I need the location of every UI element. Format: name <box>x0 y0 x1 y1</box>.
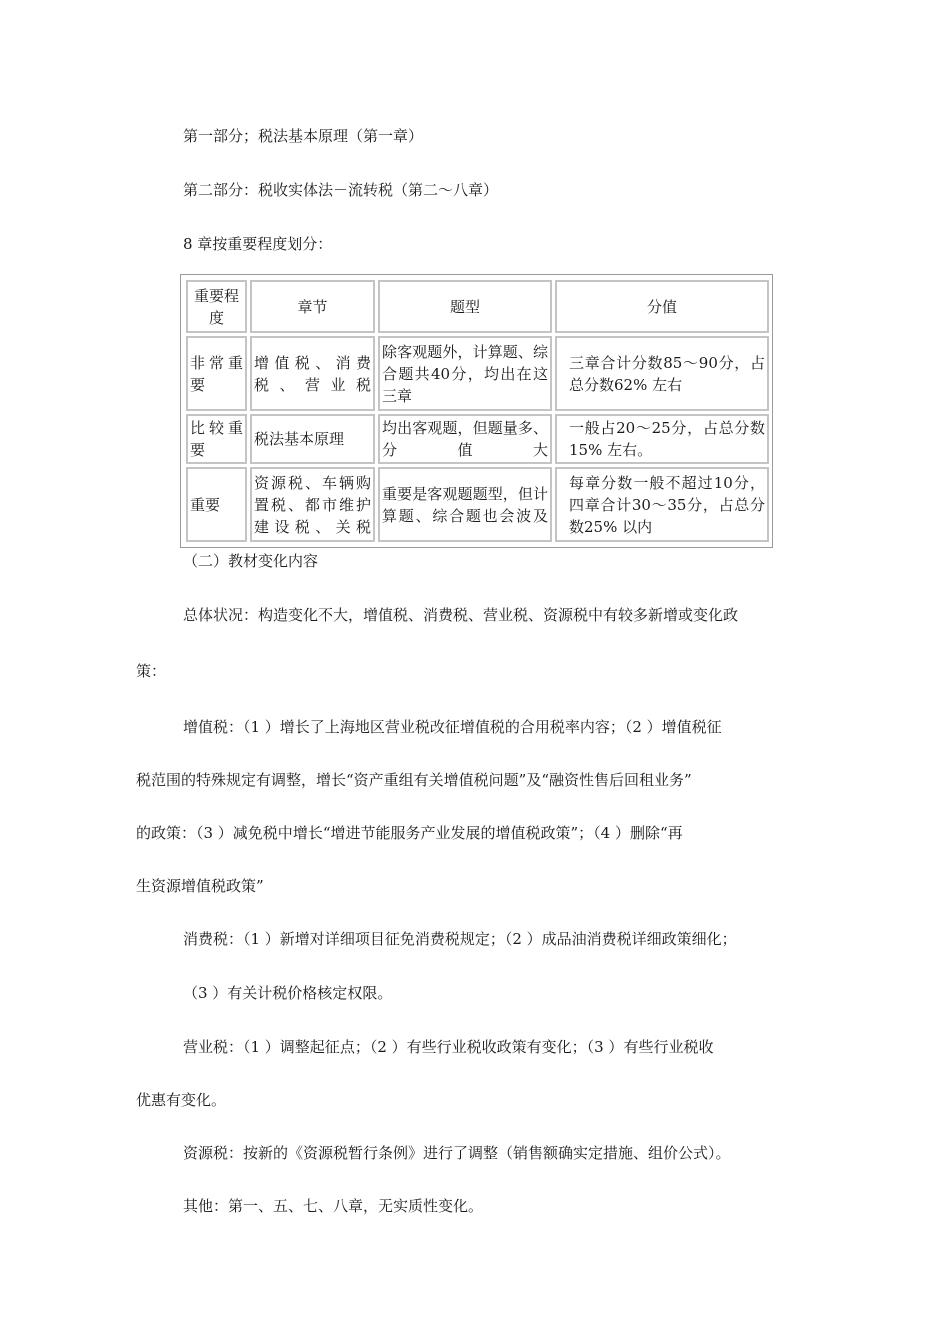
table-header-row <box>186 280 769 333</box>
business-line1: 营业税：（1 ）调整起征点；（2 ）有些行业税收政策有变化；（3 ）有些行业税收 <box>183 1038 714 1056</box>
overview-line1: 总体状况：构造变化不大，增值税、消费税、营业税、资源税中有较多新增或变化政 <box>183 606 739 624</box>
cell-level: 比较重要 <box>186 414 247 464</box>
cell-score: 每章分数一般不超过10分，四章合计30～35分，占总分数25% 以内 <box>555 467 769 542</box>
vat-line4: 生资源增值税政策” <box>136 877 264 895</box>
cell-chapters: 增值税、消费税、营业税 <box>250 336 375 411</box>
cell-type: 除客观题外，计算题、综合题共40分，均出在这三章 <box>378 336 552 411</box>
cell-score: 一般占20～25分，占总分数15% 左右。 <box>555 414 769 464</box>
table-row <box>186 336 769 411</box>
consumption-line1: 消费税：（1 ）新增对详细项目征免消费税规定；（2 ）成品油消费税详细政策细化； <box>183 930 737 948</box>
resource-line: 资源税：按新的《资源税暂行条例》进行了调整（销售额确实定措施、组价公式）。 <box>183 1144 731 1162</box>
other-line: 其他：第一、五、七、八章，无实质性变化。 <box>183 1197 484 1215</box>
business-line2: 优惠有变化。 <box>136 1091 227 1109</box>
cell-chapters: 税法基本原理 <box>250 414 375 464</box>
division-text: 8 章按重要程度划分： <box>183 235 333 253</box>
section2-heading: （二）教材变化内容 <box>183 552 319 570</box>
vat-line1: 增值税：（1 ）增长了上海地区营业税改征增值税的合用税率内容；（2 ）增值税征 <box>183 718 722 736</box>
cell-level: 非常重要 <box>186 336 247 411</box>
header-level: 重要程度 <box>186 280 247 333</box>
vat-line2: 税范围的特殊规定有调整，增长“资产重组有关增值税问题”及“融资性售后回租业务” <box>136 771 692 789</box>
table-row <box>186 414 769 464</box>
part1-text: 第一部分；税法基本原理（第一章） <box>183 127 424 145</box>
importance-table <box>180 274 773 548</box>
header-type: 题型 <box>378 280 552 333</box>
overview-line2: 策： <box>136 662 167 680</box>
cell-type: 重要是客观题题型，但计算题、综合题也会波及 <box>378 467 552 542</box>
table-row <box>186 467 769 542</box>
part2-text: 第二部分：税收实体法－流转税（第二～八章） <box>183 181 499 199</box>
header-chapters: 章节 <box>250 280 375 333</box>
cell-chapters: 资源税、车辆购置税、都市维护建设税、关税 <box>250 467 375 542</box>
header-score: 分值 <box>555 280 769 333</box>
cell-score: 三章合计分数85～90分，占总分数62% 左右 <box>555 336 769 411</box>
vat-line3: 的政策：（3 ）减免税中增长“增进节能服务产业发展的增值税政策”；（4 ）删除“再 <box>136 824 683 842</box>
consumption-line2: （3 ）有关计税价格核定权限。 <box>183 984 393 1002</box>
cell-level: 重要 <box>186 467 247 542</box>
cell-type: 均出客观题，但题量多、分值大 <box>378 414 552 464</box>
